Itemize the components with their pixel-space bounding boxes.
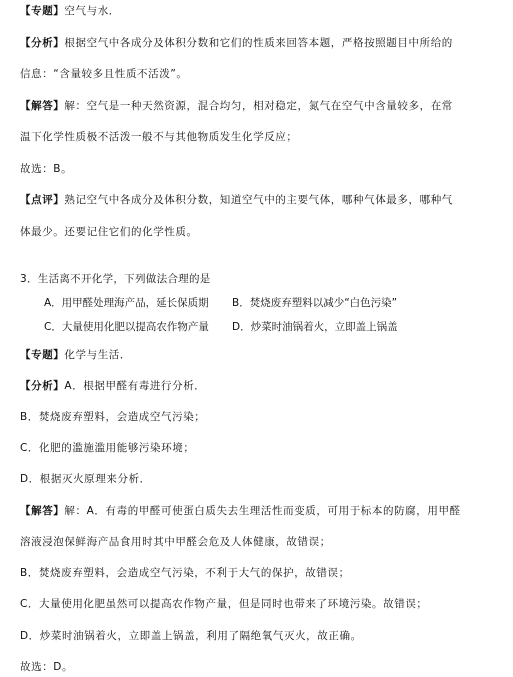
analysis-line-c: C．化肥的滥施滥用能够污染环境； <box>20 442 195 454</box>
topic-text: 空气与水． <box>64 5 120 17</box>
answer-line-d: D．炒菜时油锅着火，立即盖上锅盖，利用了隔绝氧气灭火，故正确。 <box>20 630 362 642</box>
topic-text: 化学与生活． <box>64 349 132 361</box>
analysis-line-b: B．焚烧废弃塑料，会造成空气污染； <box>20 411 206 423</box>
question-stem: 3．生活离不开化学，下列做法合理的是 <box>20 273 211 285</box>
answer-tag: 【解答】 <box>20 505 65 517</box>
comment-tag: 【点评】 <box>20 194 65 206</box>
answer-line-c: C．大量使用化肥虽然可以提高农作物产量，但是同时也带来了环境污染。故错误； <box>20 598 428 610</box>
topic-line <box>20 348 131 362</box>
answer-line-b: B．焚烧废弃塑料，会造成空气污染，不利于大气的保护，故错误； <box>20 567 350 579</box>
comment-line-prev <box>20 193 453 207</box>
answer-text: 解：A．有毒的甲醛可使蛋白质失去生理活性而变质，可用于标本的防腐，用甲醛 <box>64 505 461 517</box>
choice-line-prev: 故选：B。 <box>20 163 73 175</box>
option-b: B．焚烧废弃塑料以减少“白色污染” <box>232 297 398 309</box>
answer-text: 解：空气是一种天然资源，混合均匀，相对稳定，氮气在空气中含量较多，在常 <box>64 100 453 112</box>
option-a: A．用甲醛处理海产品，延长保质期 <box>44 297 209 309</box>
analysis-line-prev <box>20 36 453 50</box>
answer-tag: 【解答】 <box>20 100 65 112</box>
analysis-tag: 【分析】 <box>20 37 65 49</box>
analysis-line <box>20 379 205 393</box>
analysis-text: A．根据甲醛有毒进行分析． <box>64 380 206 392</box>
option-d: D．炒菜时油锅着火，立即盖上锅盖 <box>232 321 398 333</box>
choice-line: 故选：D。 <box>20 661 74 673</box>
analysis-line-d: D．根据灭火原理来分析． <box>20 473 151 485</box>
answer-line-2: 溶液浸泡保鲜海产品食用时其中甲醛会危及人体健康，故错误； <box>20 536 331 548</box>
topic-line-prev <box>20 4 120 18</box>
analysis-tag: 【分析】 <box>20 380 65 392</box>
analysis-text: 根据空气中各成分及体积分数和它们的性质来回答本题，严格按照题目中所给的 <box>64 37 453 49</box>
topic-tag: 【专题】 <box>20 349 65 361</box>
topic-tag: 【专题】 <box>20 5 65 17</box>
comment-line-prev-2: 体最少。还要记住它们的化学性质。 <box>20 226 198 238</box>
answer-line <box>20 504 461 518</box>
answer-line-prev <box>20 99 453 113</box>
answer-line-prev-2: 温下化学性质极不活泼一般不与其他物质发生化学反应； <box>20 131 298 143</box>
analysis-line-prev-2: 信息：“含量较多且性质不活泼”。 <box>20 68 188 80</box>
comment-text: 熟记空气中各成分及体积分数，知道空气中的主要气体，哪种气体最多，哪种气 <box>64 194 453 206</box>
option-c: C．大量使用化肥以提高农作物产量 <box>44 321 209 333</box>
